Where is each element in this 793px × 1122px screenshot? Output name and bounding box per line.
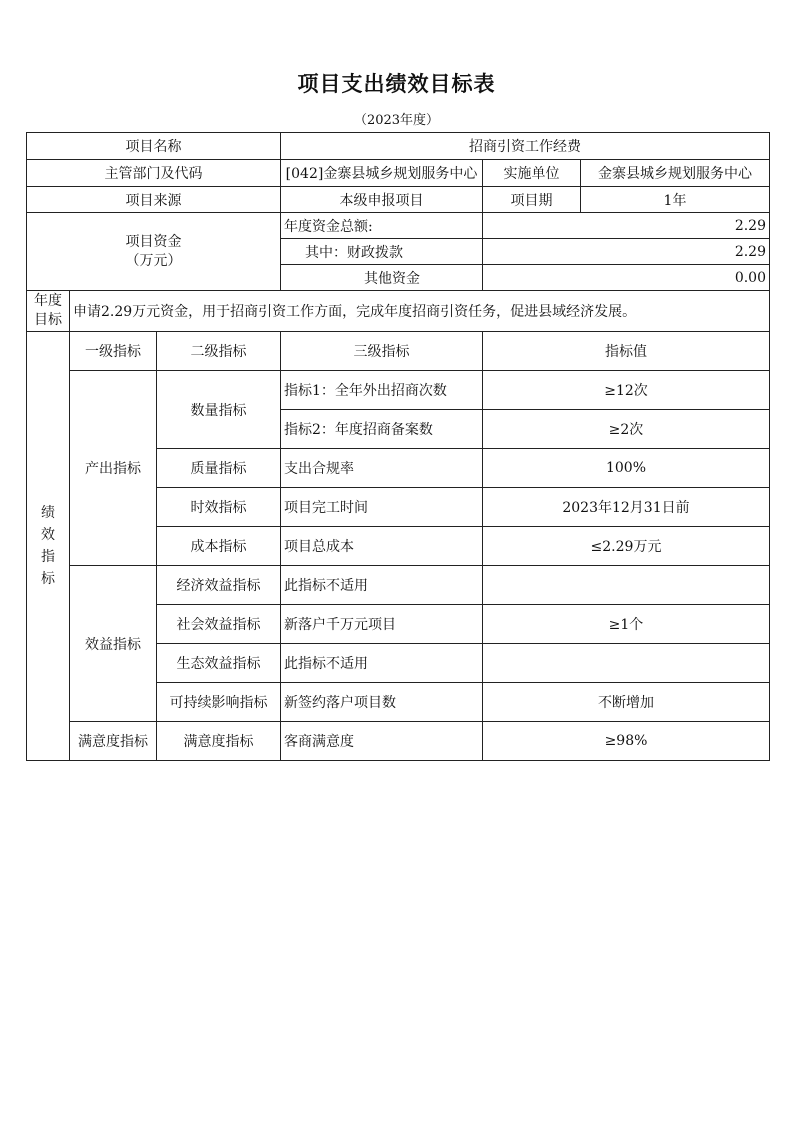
level2-quality: 质量指标 xyxy=(157,449,281,488)
header-level2: 二级指标 xyxy=(157,332,281,371)
other-funds-value: 0.00 xyxy=(483,265,770,291)
table-row xyxy=(27,722,770,761)
level3-cell: 此指标不适用 xyxy=(281,644,483,683)
level3-cell: 指标2：年度招商备案数 xyxy=(281,410,483,449)
value-cell xyxy=(483,644,770,683)
department-value: [042]金寨县城乡规划服务中心 xyxy=(281,160,483,187)
annual-total-label: 年度资金总额: xyxy=(281,213,483,239)
value-cell xyxy=(483,566,770,605)
fiscal-label: 其中：财政拨款 xyxy=(281,239,483,265)
level2-timeliness: 时效指标 xyxy=(157,488,281,527)
level1-benefit: 效益指标 xyxy=(70,566,157,722)
project-name-label: 项目名称 xyxy=(27,133,281,160)
department-label: 主管部门及代码 xyxy=(27,160,281,187)
annual-total-value: 2.29 xyxy=(483,213,770,239)
table-row xyxy=(27,371,770,410)
table-row xyxy=(27,566,770,605)
project-funds-label: 项目资金 （万元） xyxy=(27,213,281,291)
level1-satisfaction: 满意度指标 xyxy=(70,722,157,761)
header-level1: 一级指标 xyxy=(70,332,157,371)
project-source-label: 项目来源 xyxy=(27,187,281,213)
level3-cell: 项目完工时间 xyxy=(281,488,483,527)
level3-cell: 此指标不适用 xyxy=(281,566,483,605)
value-cell: ≥98% xyxy=(483,722,770,761)
table-row xyxy=(27,133,770,160)
performance-goal-grid xyxy=(26,132,770,761)
value-cell: ≥2次 xyxy=(483,410,770,449)
table-row xyxy=(27,291,770,332)
table-row xyxy=(27,213,770,239)
level2-economic: 经济效益指标 xyxy=(157,566,281,605)
indicator-header-row xyxy=(27,332,770,371)
page-subtitle: （2023年度） xyxy=(353,113,440,128)
level2-satisfaction: 满意度指标 xyxy=(157,722,281,761)
level1-output: 产出指标 xyxy=(70,371,157,566)
level3-cell: 新签约落户项目数 xyxy=(281,683,483,722)
annual-goal-label: 年度 目标 xyxy=(27,291,70,332)
level3-cell: 支出合规率 xyxy=(281,449,483,488)
header-value: 指标值 xyxy=(483,332,770,371)
value-cell: ≤2.29万元 xyxy=(483,527,770,566)
value-cell: 不断增加 xyxy=(483,683,770,722)
implementing-unit-label: 实施单位 xyxy=(483,160,581,187)
level2-social: 社会效益指标 xyxy=(157,605,281,644)
header-level3: 三级指标 xyxy=(281,332,483,371)
level3-cell: 新落户千万元项目 xyxy=(281,605,483,644)
table-row xyxy=(27,160,770,187)
fiscal-value: 2.29 xyxy=(483,239,770,265)
other-funds-label: 其他资金 xyxy=(281,265,483,291)
level2-sustainable: 可持续影响指标 xyxy=(157,683,281,722)
project-source-value: 本级申报项目 xyxy=(281,187,483,213)
annual-goal-value: 申请2.29万元资金，用于招商引资工作方面，完成年度招商引资任务，促进县域经济发展。 xyxy=(70,291,770,332)
level2-ecological: 生态效益指标 xyxy=(157,644,281,683)
performance-indicators-label: 绩 效 指 标 xyxy=(27,332,70,761)
project-name-value: 招商引资工作经费 xyxy=(281,133,770,160)
value-cell: 100% xyxy=(483,449,770,488)
project-period-label: 项目期 xyxy=(483,187,581,213)
level2-cost: 成本指标 xyxy=(157,527,281,566)
level3-cell: 客商满意度 xyxy=(281,722,483,761)
table-row xyxy=(27,187,770,213)
value-cell: ≥1个 xyxy=(483,605,770,644)
value-cell: ≥12次 xyxy=(483,371,770,410)
level2-quantity: 数量指标 xyxy=(157,371,281,449)
project-period-value: 1年 xyxy=(581,187,770,213)
value-cell: 2023年12月31日前 xyxy=(483,488,770,527)
level3-cell: 指标1：全年外出招商次数 xyxy=(281,371,483,410)
implementing-unit-value: 金寨县城乡规划服务中心 xyxy=(581,160,770,187)
level3-cell: 项目总成本 xyxy=(281,527,483,566)
page-title: 项目支出绩效目标表 xyxy=(297,72,496,96)
